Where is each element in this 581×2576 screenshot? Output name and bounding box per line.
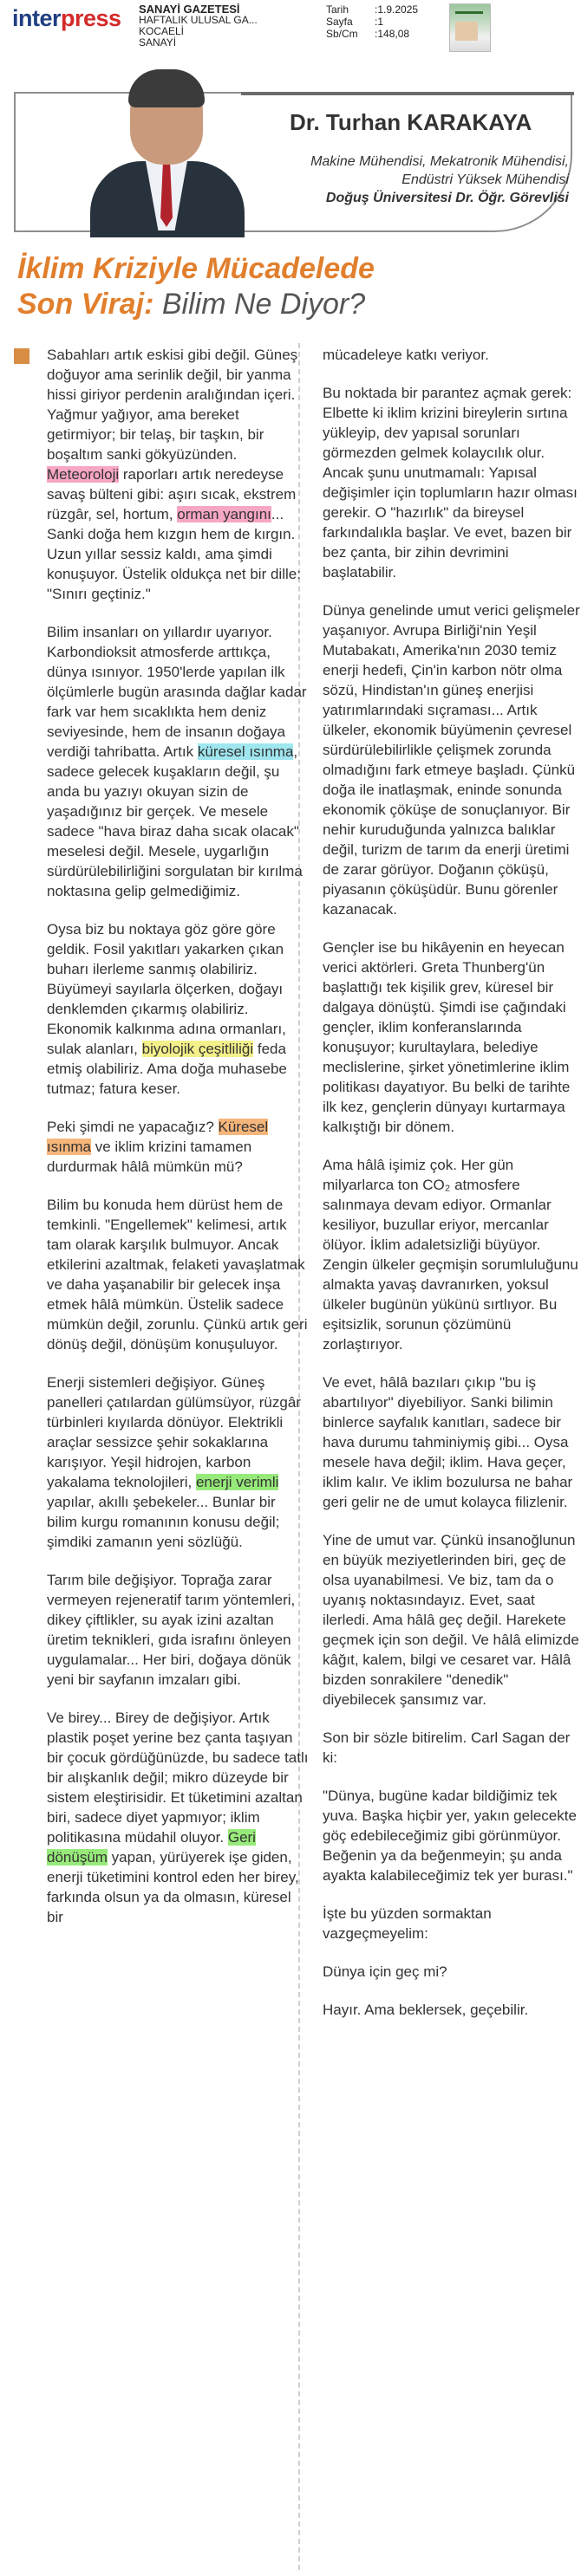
meta-value: 1.9.2025: [377, 3, 419, 16]
paragraph: [323, 1530, 581, 1710]
paragraph: [47, 919, 309, 1099]
highlighted-term: Geri dönüşüm: [47, 1829, 256, 1865]
meta-row: Sb/Cm :148,08: [326, 28, 410, 40]
paragraph: [47, 1195, 309, 1354]
paragraph-text: "Dünya, bugüne kadar bildiğimiz tek yuva. Başka hiçbir yer, yakın gelecekte göç edebileceğimiz gibi görünmüyor. Beğenin ya da beğenmeyin; şu anda ayakta kalabileceğimiz tek yer burası.": [323, 1788, 577, 1884]
paragraph-text: Bu noktada bir parantez açmak gerek: Elbette ki iklim krizini bireylerin sırtına yükleyip, dev yapısal sorunları görmezden gelmek kolaycılık olur. Ancak şunu unutmamalı: Yapısal değişimler için toplumların hazır olması gerekir. O "hazırlık" da bireysel farkındalıkla başlar. Ve evet, bazen bir bez çanta, bir zihin devrimini başlatabilir.: [323, 385, 578, 581]
paragraph-text: Tarım bile değişiyor. Toprağa zarar vermeyen rejeneratif tarım yöntemleri, dikey çiftlikler, su ayak izini azaltan üretim teknikleri, gıda israfını önleyen uygulamalar... Her biri, doğaya dönük yeni bir sayfanın imzaları gibi.: [47, 1572, 296, 1688]
highlighted-term: enerji verimli: [195, 1474, 279, 1490]
paragraph: [323, 1372, 581, 1512]
highlighted-term: biyolojik çeşitliliği: [141, 1041, 254, 1057]
author-title-2: Endüstri Yüksek Mühendisi: [401, 172, 569, 187]
paragraph-text: mücadeleye katkı veriyor.: [323, 347, 489, 363]
author-titles: [283, 152, 569, 207]
author-portrait: [85, 68, 250, 237]
page-thumbnail: [449, 3, 491, 52]
paragraph-text: İşte bu yüzden sormaktan vazgeçmeyelim:: [323, 1905, 492, 1942]
paragraph-text: Enerji sistemleri değişiyor. Güneş panelleri çatılardan gülümsüyor, rüzgâr türbinleri kıyılarda dönüyor. Elektrikli araçlar sessizce şehir sokaklarına karışıyor. Yeşil hidrojen, karbon yakalama teknolojileri,: [47, 1374, 301, 1490]
paragraph-text: Son bir sözle bitirelim. Carl Sagan der ki:: [323, 1729, 571, 1766]
paragraph-text: yapılar, akıllı şebekeler... Bunlar bir bilim kurgu romanının konusu değil; şimdiki zamanın yeni sözlüğü.: [47, 1494, 280, 1550]
interpress-logo: [12, 5, 121, 32]
paragraph: [323, 1962, 581, 1982]
publication-name: SANAYİ GAZETESİ: [139, 3, 240, 16]
logo-accent: press: [61, 5, 121, 31]
highlighted-term: küresel ısınma: [197, 743, 294, 760]
paragraph-text: ... Sanki doğa hem kızgın hem de kırgın. Uzun yıllar sessiz kaldı, ama şimdi konuşuyor. Üstelik oldukça net bir dille: "Sınırı geçtiniz.": [47, 506, 301, 602]
publication-category: SANAYİ: [139, 36, 177, 49]
meta-row: Tarih :1.9.2025: [326, 3, 419, 16]
paragraph: [323, 383, 581, 582]
publication-region: KOCAELİ: [139, 25, 185, 37]
paragraph: [47, 1708, 309, 1927]
paragraph: [323, 1904, 581, 1943]
meta-key: Tarih: [326, 3, 349, 16]
author-name: Dr. Turhan KARAKAYA: [290, 109, 532, 135]
paragraph-text: raporları artık neredeyse savaş bülteni gibi: aşırı sıcak, ekstrem rüzgâr, sel, hortum,: [47, 466, 297, 522]
paragraph: [323, 345, 581, 365]
meta-value: 148,08: [377, 28, 410, 40]
meta-value: 1: [377, 16, 384, 28]
paragraph-text: ve iklim krizini tamamen durdurmak hâlâ mümkün mü?: [47, 1139, 252, 1175]
paragraph-text: feda etmiş olabiliriz. Ama doğa muhasebe tutmaz; fatura keser.: [47, 1041, 287, 1097]
highlighted-term: Meteoroloji: [47, 466, 120, 483]
paragraph: [323, 1155, 581, 1354]
paragraph-text: Ama hâlâ işimiz çok. Her gün milyarlarca ton CO₂ atmosfere salınmaya devam ediyor. Ormanlar kesiliyor, buzullar eriyor, mercanlar ölüyor. İklim adaletsizliği büyüyor. Zengin ülkeler geçmişin sorumluluğunu almakta yavaş davranırken, yoksul ülkeler bugünün yükünü sırtlıyor. Bu eşitsizlik, sorunun çözümünü zorlaştırıyor.: [323, 1157, 578, 1353]
paragraph-text: Ve birey... Birey de değişiyor. Artık plastik poşet yerine bez çanta taşıyan bir çocuk gördüğünüzde, bu sadece tatlı bir alışkanlık değil; mikro düzeyde bir sistem eleştirisidir. Et tüketimini azaltan biri, sadece diyet yapmıyor; iklim politikasına müdahil oluyor.: [47, 1710, 309, 1846]
author-title-1: Makine Mühendisi, Mekatronik Mühendisi,: [310, 154, 569, 169]
paragraph: [323, 1728, 581, 1768]
article-headline: [17, 251, 572, 322]
paragraph: [323, 600, 581, 919]
highlighted-term: Küresel ısınma: [47, 1119, 269, 1155]
paragraph: [47, 1117, 309, 1177]
headline-line-2-bold: Son Viraj:: [17, 288, 154, 321]
author-card: [7, 68, 574, 241]
publication-periodicity: HAFTALIK ULUSAL GA...: [139, 14, 258, 26]
paragraph-text: Hayır. Ama beklersek, geçebilir.: [323, 2002, 529, 2018]
paragraph-text: , sadece gelecek kuşakların değil, şu anda bu yazıyı okuyan sizin de yaşadığınız bir gerçek. Ve mesele sadece "hava biraz daha sıcak olacak" meselesi değil. Mesele, uygarlığın sürdürülebilirliğini sorgulatan bir kırılma noktasına gelip gelmediğimiz.: [47, 743, 303, 899]
clipping-meta: [326, 3, 418, 40]
paragraph: [47, 622, 309, 901]
paragraph: [47, 1372, 309, 1552]
paragraph-text: Gençler ise bu hikâyenin en heyecan verici aktörleri. Greta Thunberg'ün başlattığı tek kişilik grev, küresel bir dalgaya dönüştü. Şimdi ise çağındaki gençler, iklim konferanslarında konuşuyor; kurultaylara, belediye meclislerine, şirket yönetimlerine iklim politikası dayatıyor. Bu belki de tarihte ilk kez, gençlerin dünyayı kurtarmaya kalkıştığı bir dönem.: [323, 939, 571, 1135]
paragraph: [323, 1786, 581, 1885]
meta-key: Sayfa: [326, 16, 353, 28]
paragraph-text: Bilim insanları on yıllardır uyarıyor. Karbondioksit atmosferde arttıkça, dünya ısınıyor. 1950'lerde yapılan ilk ölçümlerle bugün arasında dağlar kadar fark var hem sıcaklıkta hem deniz seviyesinde, hem de insanın doğaya verdiği tahribatta. Artık: [47, 624, 307, 760]
highlighted-term: orman yangını: [177, 506, 271, 522]
meta-row: Sayfa :1: [326, 16, 384, 28]
headline-line-2-light: Bilim Ne Diyor?: [153, 288, 366, 321]
paragraph-text: Oysa biz bu noktaya göz göre göre geldik. Fosil yakıtları yakarken çıkan buharı ilerleme sanmış olabiliriz. Büyümeyi sayılarla ölçerken, doğayı denklemden çıkarmış olabiliriz. Ekonomik kalkınma adına ormanları, sulak alanları,: [47, 921, 286, 1057]
publication-info: [139, 3, 312, 49]
paragraph-text: Dünya için geç mi?: [323, 1963, 447, 1980]
paragraph-text: yapan, yürüyerek işe giden, enerji tüketimini kontrol eden her birey, farkında olsun ya da olmasın, küresel bir: [47, 1849, 299, 1925]
headline-line-1: İklim Kriziyle Mücadelede: [17, 252, 375, 285]
paragraph: [47, 1570, 309, 1690]
author-title-3: Doğuş Üniversitesi Dr. Öğr. Görevlisi: [325, 191, 569, 205]
left-column: [47, 345, 309, 1945]
clipping-header: [0, 0, 581, 68]
paragraph-text: Sabahları artık eskisi gibi değil. Güneş doğuyor ama serinlik değil, bir yanma hissi giriyor perdenin aralığından içeri. Yağmur yağıyor, ama bereket getirmiyor; bir telaş, bir taşkın, bir boşaltım sanki gökyüzünden.: [47, 347, 298, 463]
paragraph: [47, 345, 309, 604]
paragraph-text: Ve evet, hâlâ bazıları çıkıp "bu iş abartılıyor" diyebiliyor. Sanki bilimin binlerce sayfalık kanıtları, sadece bir hava durumu tahminiymiş gibi... Oysa mesele hava değil; iklim. Hava geçer, iklim kalır. Ve iklim bozulursa ne bahar geri gelir ne de umut kolayca filizlenir.: [323, 1374, 573, 1510]
right-column: [323, 345, 581, 2038]
article-start-mark: [14, 348, 29, 364]
paragraph-text: Peki şimdi ne yapacağız?: [47, 1119, 219, 1135]
paragraph: [323, 938, 581, 1137]
paragraph-text: Dünya genelinde umut verici gelişmeler yaşanıyor. Avrupa Birliği'nin Yeşil Mutabakatı, Amerika'nın 2030 temiz enerji hedefi, Çin'in karbon nötr olma sözü, Hindistan'ın güneş enerjisi yatırımlarındaki sıçraması... Artık ülkeler, ekonomik büyümenin çevresel sürdürülebilirlikle çelişmek zorunda olmadığını fark etmeye başladı. Çünkü doğa ile inatlaşmak, eninde sonunda ekonomik çöküşe de sonuçlanıyor. Bir nehir kuruduğunda yalnızca balıklar değil, turizm de tarım da enerji üretimi de zarar görüyor. Doğanın çöküşü, piyasanın çöküşüdür. Bunu görenler kazanacak.: [323, 602, 580, 918]
meta-key: Sb/Cm: [326, 28, 358, 40]
paragraph: [323, 2000, 581, 2020]
paragraph-text: Yine de umut var. Çünkü insanoğlunun en büyük meziyetlerinden biri, geç de olsa uyanabilmesi. Ve biz, tam da o uyanış noktasındayız. Evet, saat ilerledi. Ama hâlâ geç değil. Harekete geçmek için son değil. Ve hâlâ elimizde kâğıt, kalem, bilgi ve cesaret var. Hâlâ bizden sonrakilere "denedik" diyebilecek şansımız var.: [323, 1532, 579, 1708]
paragraph-text: Bilim bu konuda hem dürüst hem de temkinli. "Engellemek" kelimesi, artık tam olarak karşılık bulmuyor. Ancak etkilerini azaltmak, felaketi yavaşlatmak ve daha yaşanabilir bir gelecek inşa etmek hâlâ mümkün. Üstelik sadece mümkün değil, zorunlu. Çünkü artık geri dönüş değil, dönüşüm konuşuluyor.: [47, 1197, 308, 1353]
logo-main: inter: [12, 5, 62, 31]
